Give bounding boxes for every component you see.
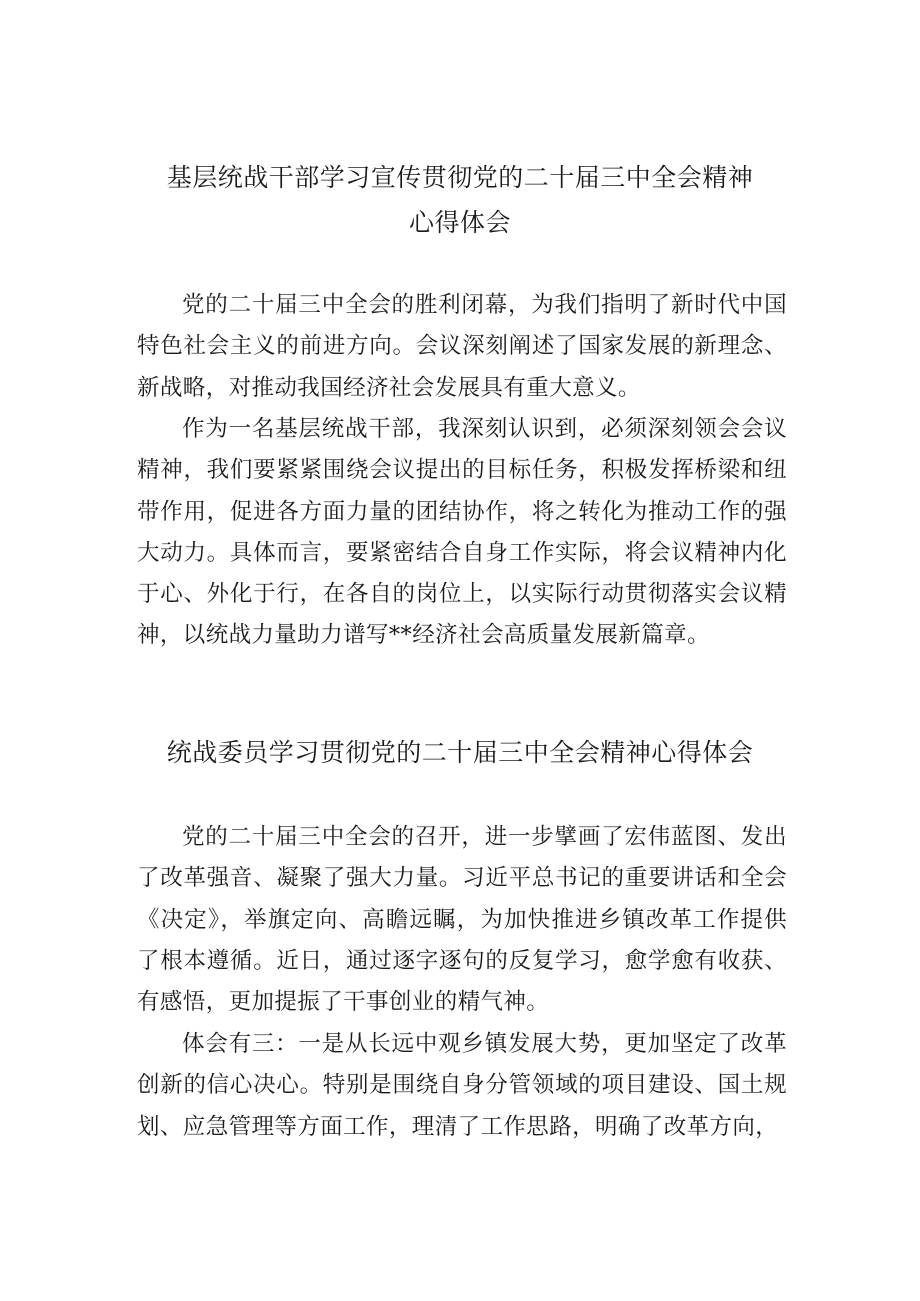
section2-title: 统战委员学习贯彻党的二十届三中全会精神心得体会	[166, 738, 754, 767]
section1-title-line1: 基层统战干部学习宣传贯彻党的二十届三中全会精神	[166, 163, 754, 192]
section1-title-line2: 心得体会	[408, 208, 511, 237]
section2-paragraph-1: 党的二十届三中全会的召开，进一步擘画了宏伟蓝图、发出了改革强音、凝聚了强大力量。习近平总书记的重要讲话和全会《决定》，举旗定向、高瞻远瞩，为加快推进乡镇改革工作提供了根本遵循。近日，通过逐字逐句的反复学习，愈学愈有收获、有感悟，更加提振了干事创业的精气神。	[137, 824, 787, 1016]
section2-paragraph-2: 体会有三：一是从长远中观乡镇发展大势，更加坚定了改革创新的信心决心。特别是围绕自身分管领域的项目建设、国土规划、应急管理等方面工作，理清了工作思路，明确了改革方向，	[137, 1031, 787, 1140]
section1-paragraph-2: 作为一名基层统战干部，我深刻认识到，必须深刻领会会议精神，我们要紧紧围绕会议提出的目标任务，积极发挥桥梁和纽带作用，促进各方面力量的团结协作，将之转化为推动工作的强大动力。具体而言，要紧密结合自身工作实际，将会议精神内化于心、外化于行，在各自的岗位上，以实际行动贯彻落实会议精神，以统战力量助力谱写**经济社会高质量发展新篇章。	[137, 416, 787, 649]
section1-paragraph-1: 党的二十届三中全会的胜利闭幕，为我们指明了新时代中国特色社会主义的前进方向。会议深刻阐述了国家发展的新理念、新战略，对推动我国经济社会发展具有重大意义。	[137, 292, 787, 401]
